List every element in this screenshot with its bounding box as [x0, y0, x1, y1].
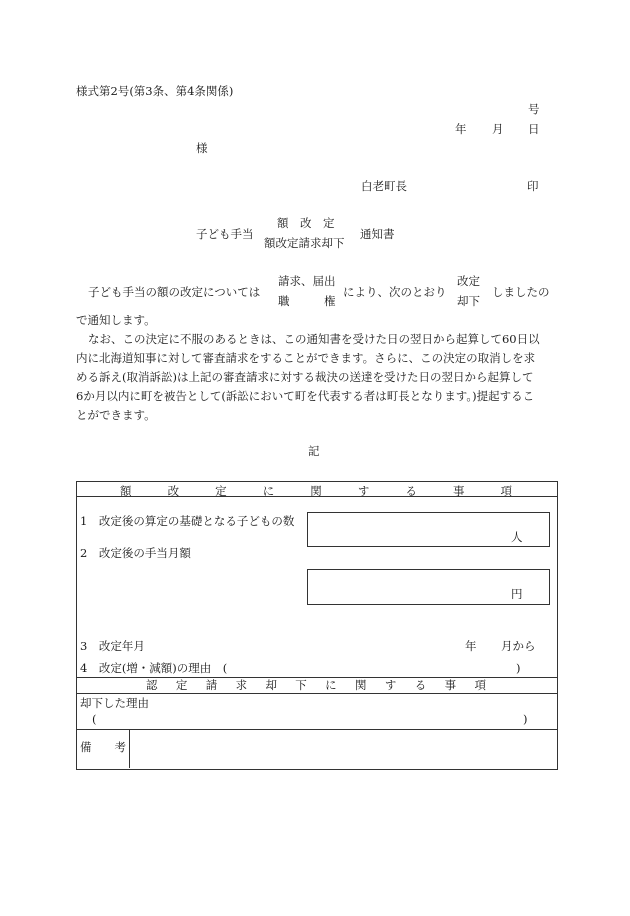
rejection-header: [146, 680, 486, 692]
item1-label: 1 改定後の算定の基礎となる子どもの数: [80, 514, 295, 528]
body-line2: で通知します。: [76, 313, 156, 327]
seal-mark: 印: [527, 179, 539, 193]
title-prefix: 子ども手当: [196, 227, 254, 241]
table-divider: [76, 496, 557, 497]
document-number-label: 号: [528, 102, 540, 116]
revision-header-char: 定: [215, 484, 227, 498]
rejection-header-char: 請: [205, 678, 218, 692]
revision-header-char: 項: [500, 484, 512, 498]
revision-header-char: る: [405, 484, 417, 498]
date-day-label: 日: [528, 122, 540, 136]
choice-rejected: 却下: [457, 294, 480, 308]
item4-close-paren: ): [516, 661, 521, 675]
revision-header-char: 改: [167, 484, 180, 498]
remarks-divider: [129, 729, 130, 768]
rejection-header-char: 認: [146, 678, 158, 692]
revision-header-char: 関: [310, 484, 322, 498]
item3-label: 3 改定年月: [80, 639, 145, 653]
remarks-label: 備 考: [80, 740, 126, 754]
revision-year-label: 年: [465, 639, 477, 653]
rejection-open-paren: (: [92, 712, 97, 726]
rejection-header-char: 下: [295, 678, 307, 692]
rejection-close-paren: ): [523, 712, 528, 726]
rejection-header-char: る: [414, 678, 427, 692]
issuer-name: 白老町長: [361, 179, 407, 193]
rejection-header-char: 求: [235, 678, 248, 692]
rejection-header-char: 関: [355, 678, 367, 692]
item2-label: 2 改定後の手当月額: [80, 546, 191, 560]
rejection-header-char: 定: [175, 678, 188, 692]
revision-header-char: に: [262, 484, 275, 498]
title-option-rejection: 額改定請求却下: [264, 236, 345, 250]
appeal-line4: 6か月以内に町を被告として(訴訟において町を代表する者は町長となります。)提起するこ: [76, 389, 535, 403]
body-line1-b: により、次のとおり: [343, 285, 447, 299]
rejection-reason-label: 却下した理由: [80, 696, 149, 710]
appeal-line3: める訴え(取消訴訟)は上記の審査請求に対する裁決の送達を受けた日の翌日から起算して: [76, 370, 534, 384]
table-divider: [76, 693, 557, 694]
title-option-revision: 額 改 定: [277, 216, 335, 230]
form-label: 様式第2号(第3条、第4条関係): [76, 84, 234, 98]
rejection-header-char: 項: [474, 678, 486, 692]
revision-header-char: 事: [452, 484, 465, 498]
appeal-line2: 内に北海道知事に対して審査請求をすることができます。さらに、この決定の取消しを求: [76, 351, 536, 365]
date-year-label: 年: [455, 122, 467, 136]
body-line1-a: 子ども手当の額の改定については: [88, 285, 261, 299]
rejection-header-char: 事: [444, 678, 457, 692]
choice-revised: 改定: [457, 274, 480, 288]
appeal-line5: とができます。: [76, 408, 156, 422]
remarks-field[interactable]: [131, 731, 554, 766]
choice-authority: 職 権: [278, 294, 336, 308]
revision-month-from-label: 月から: [501, 639, 536, 653]
recipient-suffix: 様: [196, 141, 208, 155]
date-month-label: 月: [492, 122, 504, 136]
item4-label: 4 改定(増・減額)の理由 (: [80, 661, 228, 675]
title-suffix: 通知書: [360, 227, 395, 241]
revision-header-char: 額: [120, 484, 132, 498]
rejection-header-char: す: [384, 678, 397, 692]
rejection-header-char: に: [325, 678, 337, 692]
choice-request: 請求、届出: [278, 274, 336, 288]
allowance-unit: 円: [511, 587, 523, 601]
appeal-line1: なお、この決定に不服のあるときは、この通知書を受けた日の翌日から起算して60日以: [88, 332, 540, 346]
table-divider: [76, 729, 557, 730]
ki-heading: 記: [308, 444, 320, 458]
revision-header-char: す: [357, 484, 370, 498]
rejection-header-char: 却: [265, 678, 277, 692]
children-unit: 人: [511, 530, 523, 544]
body-line1-c: しましたの: [492, 285, 550, 299]
